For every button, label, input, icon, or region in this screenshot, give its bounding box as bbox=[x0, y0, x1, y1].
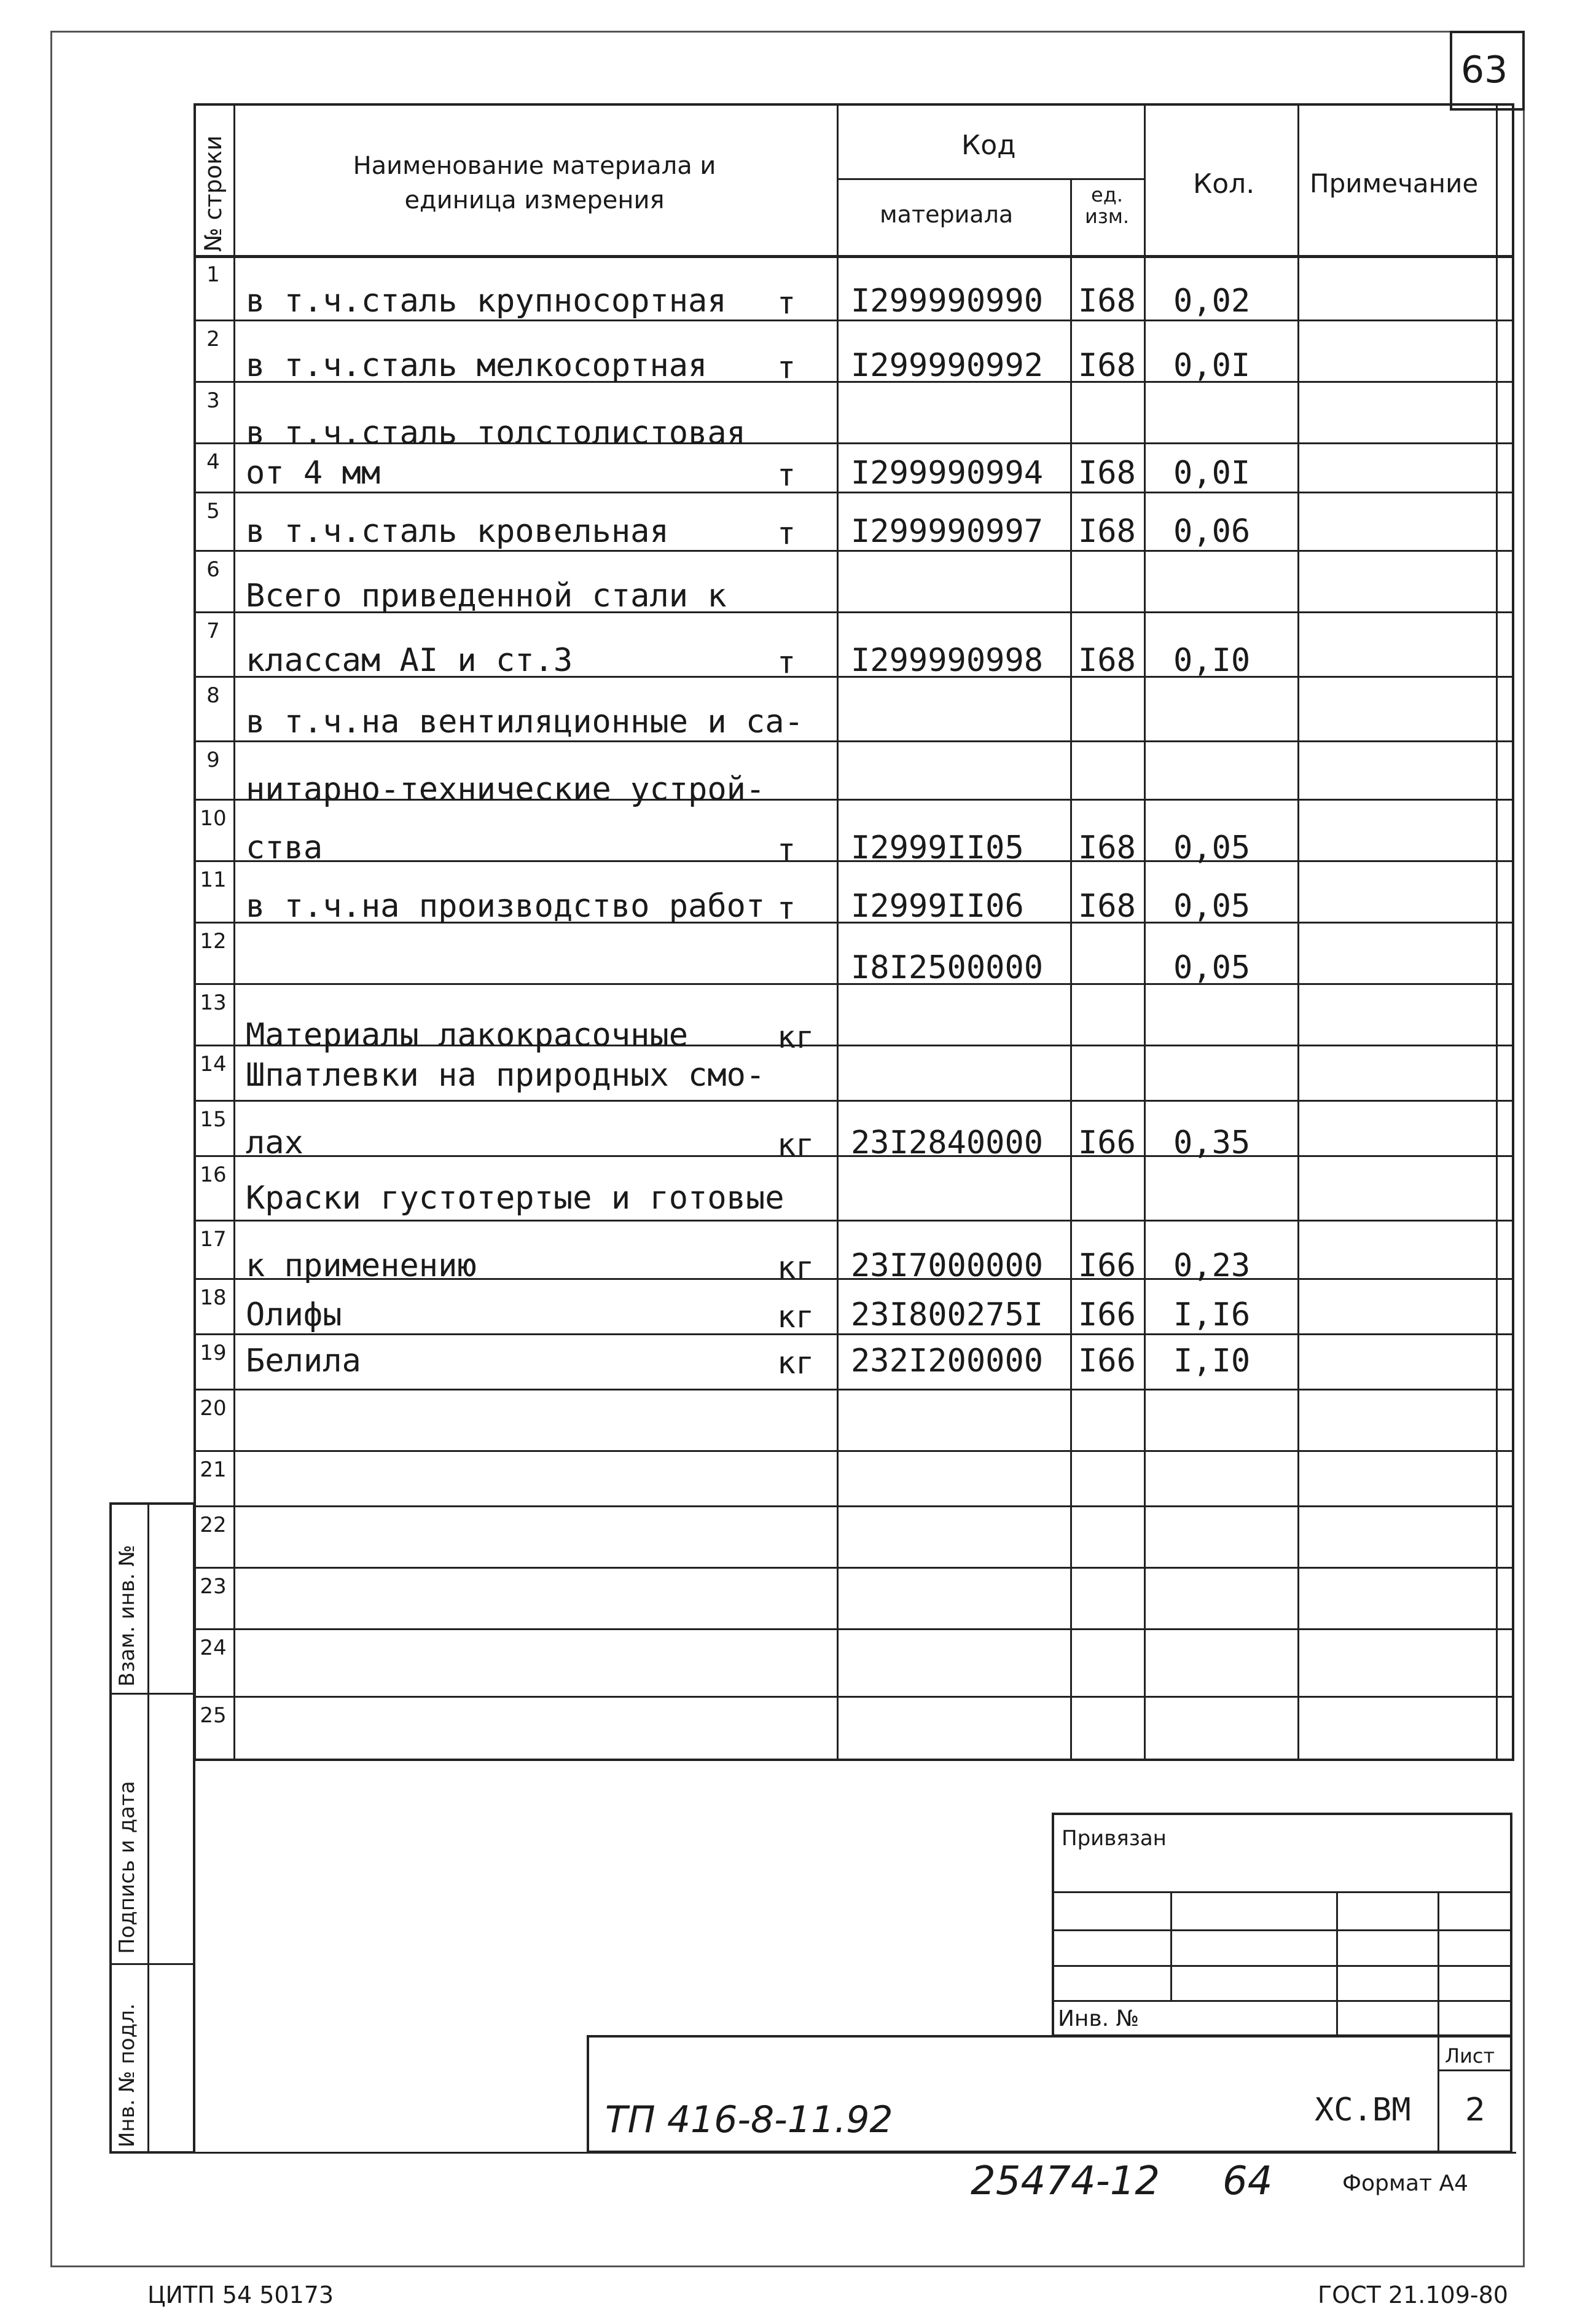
row-unit-code: I68 bbox=[1078, 513, 1136, 550]
privyazan-grid bbox=[1170, 1891, 1172, 2000]
privyazan-grid bbox=[1052, 1929, 1512, 1931]
row-unit: т bbox=[777, 832, 796, 868]
row-qty: I,I6 bbox=[1173, 1296, 1251, 1333]
header-name: Наименование материала и единица измерения bbox=[353, 152, 716, 214]
title-divider bbox=[1438, 2035, 1439, 2153]
row-unit: кг bbox=[777, 1345, 815, 1381]
row-code: I299990990 bbox=[851, 283, 1044, 320]
row-line bbox=[194, 320, 1514, 321]
header-code-unit: ед. изм. bbox=[1084, 183, 1130, 229]
row-name: в т.ч.сталь кровельная bbox=[246, 513, 669, 550]
row-number: 14 bbox=[200, 1052, 227, 1077]
row-unit: кг bbox=[777, 1250, 815, 1285]
row-number: 1 bbox=[206, 262, 220, 287]
row-name: ства bbox=[246, 830, 323, 866]
header-row-no: № строки bbox=[200, 135, 227, 252]
row-code: 232I200000 bbox=[851, 1343, 1044, 1379]
row-number: 5 bbox=[206, 499, 220, 524]
row-line bbox=[194, 1628, 1514, 1630]
row-number: 20 bbox=[200, 1396, 227, 1421]
row-name: Белила bbox=[246, 1343, 361, 1379]
header-bottom bbox=[194, 255, 1514, 258]
side-sep bbox=[109, 1963, 195, 1965]
row-code: I299990994 bbox=[851, 455, 1044, 492]
row-unit: т bbox=[777, 285, 796, 321]
row-unit-code: I66 bbox=[1078, 1343, 1136, 1379]
privyazan-label: Привязан bbox=[1062, 1826, 1167, 1851]
row-number: 25 bbox=[200, 1703, 227, 1728]
row-line bbox=[194, 550, 1514, 552]
row-code: 23I800275I bbox=[851, 1296, 1044, 1333]
row-number: 7 bbox=[206, 619, 220, 643]
row-number: 18 bbox=[200, 1285, 227, 1310]
row-name: Краски густотертые и готовые bbox=[246, 1180, 784, 1217]
privyazan-grid bbox=[1336, 1891, 1338, 2037]
row-name: от 4 мм bbox=[246, 455, 381, 492]
row-unit: кг bbox=[777, 1299, 815, 1335]
row-name: к применению bbox=[246, 1247, 477, 1284]
row-unit: т bbox=[777, 516, 796, 551]
row-number: 17 bbox=[200, 1227, 227, 1252]
row-unit: т bbox=[777, 457, 796, 493]
row-line bbox=[194, 1220, 1514, 1222]
row-unit: т bbox=[777, 350, 796, 385]
row-qty: 0,02 bbox=[1173, 283, 1251, 320]
row-code: I299990992 bbox=[851, 347, 1044, 384]
row-qty: 0,23 bbox=[1173, 1247, 1251, 1284]
row-name: в т.ч.сталь толстолистовая bbox=[246, 415, 746, 452]
col-line bbox=[1297, 103, 1299, 1761]
row-number: 15 bbox=[200, 1107, 227, 1132]
format-label: Формат А4 bbox=[1342, 2171, 1469, 2196]
handwritten-page: 64 bbox=[1222, 2159, 1273, 2204]
privyazan-grid bbox=[1052, 1891, 1512, 1893]
row-number: 12 bbox=[200, 929, 227, 954]
row-number: 19 bbox=[200, 1341, 227, 1365]
row-number: 23 bbox=[200, 1574, 227, 1599]
row-qty: 0,0I bbox=[1173, 455, 1251, 492]
title-divider bbox=[1438, 2069, 1512, 2071]
row-name: в т.ч.сталь крупносортная bbox=[246, 283, 727, 320]
row-qty: 0,35 bbox=[1173, 1124, 1251, 1161]
privyazan-grid bbox=[1438, 1891, 1439, 2037]
row-unit-code: I66 bbox=[1078, 1296, 1136, 1333]
row-name: в т.ч.на производство работ bbox=[246, 888, 765, 925]
row-line bbox=[194, 1696, 1514, 1698]
col-line bbox=[233, 103, 235, 1761]
row-qty: 0,05 bbox=[1173, 830, 1251, 866]
privyazan-grid bbox=[1052, 1965, 1512, 1967]
row-unit: т bbox=[777, 890, 796, 926]
row-number: 22 bbox=[200, 1513, 227, 1537]
row-number: 9 bbox=[206, 748, 220, 772]
row-unit-code: I66 bbox=[1078, 1124, 1136, 1161]
row-line bbox=[194, 1333, 1514, 1335]
header-subline bbox=[837, 178, 1144, 180]
row-unit: т bbox=[777, 645, 796, 680]
side-divider bbox=[147, 1502, 149, 2154]
privyazan-grid bbox=[1052, 2000, 1512, 2002]
row-code: I8I2500000 bbox=[851, 949, 1044, 986]
sheet-label: Лист bbox=[1445, 2044, 1495, 2068]
row-code: I299990997 bbox=[851, 513, 1044, 550]
row-number: 3 bbox=[206, 388, 220, 413]
side-label-podpis: Подпись и дата bbox=[115, 1781, 139, 1954]
row-number: 10 bbox=[200, 806, 227, 831]
row-code: 23I2840000 bbox=[851, 1124, 1044, 1161]
row-qty: 0,05 bbox=[1173, 949, 1251, 986]
row-unit-code: I68 bbox=[1078, 283, 1136, 320]
row-name: Материалы лакокрасочные bbox=[246, 1017, 689, 1054]
row-code: I299990998 bbox=[851, 642, 1044, 679]
header-code-material: материала bbox=[880, 201, 1014, 228]
header-qty: Кол. bbox=[1193, 168, 1255, 200]
row-number: 2 bbox=[206, 327, 220, 351]
row-number: 16 bbox=[200, 1163, 227, 1187]
doc-code: ТП 416-8-11.92 bbox=[605, 2098, 893, 2141]
row-unit-code: I68 bbox=[1078, 888, 1136, 925]
doc-mark: ХС.ВМ bbox=[1315, 2092, 1411, 2128]
row-code: 23I7000000 bbox=[851, 1247, 1044, 1284]
footer-left: ЦИТП 54 50173 bbox=[147, 2281, 334, 2308]
header-code: Код bbox=[961, 130, 1016, 161]
row-qty: I,I0 bbox=[1173, 1343, 1251, 1379]
side-label-inv-podl: Инв. № подл. bbox=[115, 2003, 139, 2147]
row-qty: 0,I0 bbox=[1173, 642, 1251, 679]
col-line bbox=[837, 103, 839, 1761]
row-unit-code: I68 bbox=[1078, 642, 1136, 679]
row-number: 13 bbox=[200, 990, 227, 1015]
row-line bbox=[194, 1567, 1514, 1569]
row-name: лах bbox=[246, 1124, 303, 1161]
row-unit: кг bbox=[777, 1019, 815, 1055]
row-number: 6 bbox=[206, 557, 220, 582]
row-name: Олифы bbox=[246, 1296, 342, 1333]
row-unit: кг bbox=[777, 1127, 815, 1163]
footer-right: ГОСТ 21.109-80 bbox=[1318, 2281, 1508, 2308]
row-name: классам АI и ст.3 bbox=[246, 642, 573, 679]
sheet-number: 2 bbox=[1465, 2092, 1486, 2128]
row-line bbox=[194, 492, 1514, 493]
side-label-vzam: Взам. инв. № bbox=[115, 1545, 139, 1687]
row-line bbox=[194, 1505, 1514, 1507]
handwritten-number: 25474-12 bbox=[971, 2159, 1160, 2204]
row-name: Всего приведенной стали к bbox=[246, 578, 727, 614]
col-line bbox=[1144, 103, 1146, 1761]
row-line bbox=[194, 740, 1514, 742]
row-name: в т.ч.сталь мелкосортная bbox=[246, 347, 708, 384]
row-number: 24 bbox=[200, 1636, 227, 1660]
header-note: Примечание bbox=[1310, 168, 1479, 198]
row-qty: 0,06 bbox=[1173, 513, 1251, 550]
row-unit-code: I68 bbox=[1078, 830, 1136, 866]
col-line bbox=[1496, 103, 1498, 1761]
row-number: 4 bbox=[206, 450, 220, 474]
row-qty: 0,0I bbox=[1173, 347, 1251, 384]
row-line bbox=[194, 1100, 1514, 1102]
row-name: Шпатлевки на природных смо- bbox=[246, 1057, 765, 1094]
col-line bbox=[1070, 178, 1072, 1761]
row-unit-code: I68 bbox=[1078, 347, 1136, 384]
page-number: 63 bbox=[1461, 49, 1508, 92]
row-number: 11 bbox=[200, 868, 227, 892]
row-code: I2999II06 bbox=[851, 888, 1024, 925]
row-unit-code: I66 bbox=[1078, 1247, 1136, 1284]
row-number: 21 bbox=[200, 1457, 227, 1482]
row-unit-code: I68 bbox=[1078, 455, 1136, 492]
row-name: нитарно-технические устрой- bbox=[246, 771, 765, 808]
row-line bbox=[194, 1389, 1514, 1390]
row-name: в т.ч.на вентиляционные и са- bbox=[246, 704, 804, 740]
inv-no-label: Инв. № bbox=[1058, 2006, 1140, 2031]
side-sep bbox=[109, 1693, 195, 1695]
lower-left-line bbox=[194, 1761, 195, 2154]
row-number: 8 bbox=[206, 683, 220, 708]
row-line bbox=[194, 1450, 1514, 1452]
row-qty: 0,05 bbox=[1173, 888, 1251, 925]
row-code: I2999II05 bbox=[851, 830, 1024, 866]
